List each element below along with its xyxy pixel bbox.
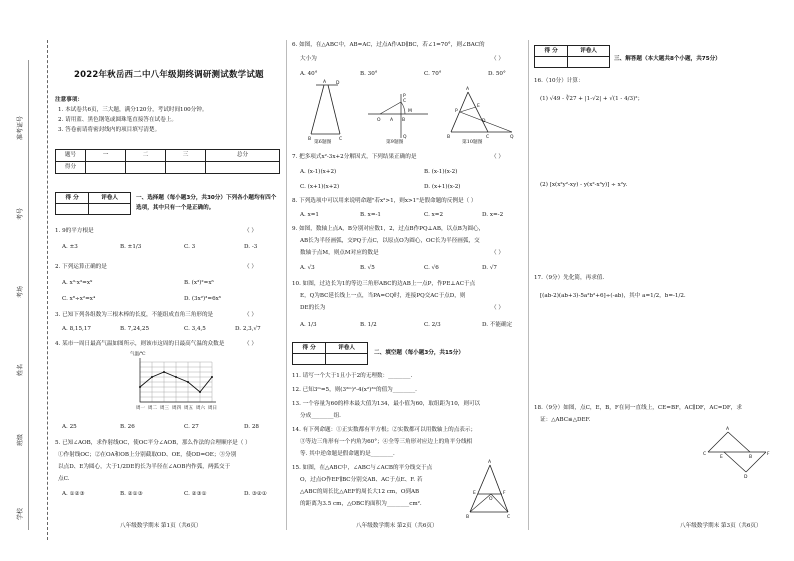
q16-part-2: (2) [x(x²y²-xy) - y(x²-x³y)] ÷ x²y. bbox=[540, 182, 628, 188]
q14-line-2: ③等边三角形有一个内角为60°；④全等三角形对应边上的角平分线相 bbox=[300, 439, 473, 445]
q3-opt-a: A. 8,15,17 bbox=[62, 326, 91, 332]
grader-cell[interactable] bbox=[535, 57, 568, 68]
side-label-name: 姓名 bbox=[17, 363, 24, 376]
grader-score: 得 分 bbox=[293, 343, 326, 354]
q9-opt-c: C. √6 bbox=[424, 265, 439, 271]
q9-opt-b: B. √5 bbox=[360, 265, 375, 271]
q2-opt-a: A. x³·x³=x⁹ bbox=[62, 280, 93, 286]
svg-text:B: B bbox=[466, 515, 470, 520]
q1-opt-b: B. ±1/3 bbox=[120, 244, 142, 250]
column-divider-2 bbox=[528, 40, 529, 530]
q4-opt-b: B. 26 bbox=[120, 424, 135, 430]
page-title: 2022年秋岳西二中八年级期终调研测试数学试题 bbox=[74, 70, 264, 80]
q15-line-2: O，过点O作EF∥BC分别交AB、AC于点E、F. 若 bbox=[300, 477, 423, 483]
q7-paren: （ ） bbox=[491, 154, 504, 160]
data-point bbox=[163, 371, 165, 373]
score-cell[interactable] bbox=[86, 162, 126, 174]
q15-line-3: △ABC的周长比△AEF的周长大12 cm，O到AB bbox=[300, 489, 420, 495]
q1-stem: 1. 9的平方根是 bbox=[55, 228, 94, 234]
q17-expression: [(ab-2)(ab+3)-5a²b²+6]÷(-ab)，其中 a=1/2，b=-1/2. bbox=[540, 293, 686, 299]
q3-opt-b: B. 7,24,25 bbox=[120, 326, 150, 332]
q4-paren: （ ） bbox=[244, 341, 257, 347]
note-3: 3. 答卷前请将密封线内的项目填写清楚。 bbox=[58, 127, 161, 133]
q1-opt-d: D. -3 bbox=[244, 244, 258, 250]
svg-text:A: A bbox=[466, 87, 470, 92]
q3-opt-d: D. 2,3,√7 bbox=[235, 326, 261, 332]
q10-line-3: DE的长为 bbox=[300, 305, 326, 311]
q4-opt-d: D. 28 bbox=[244, 424, 259, 430]
figure-q15 bbox=[466, 462, 512, 518]
q7-opt-b: B. (x-1)(x-2) bbox=[424, 169, 458, 175]
x-tick-label: 周三 bbox=[160, 406, 169, 411]
q5-opt-d: D. ③②① bbox=[244, 491, 267, 497]
page-3-footer: 八年级数学期末 第3页（共6页） bbox=[680, 523, 762, 529]
grader-cell[interactable] bbox=[293, 354, 326, 365]
q10-opt-d: D. 不能确定 bbox=[482, 322, 513, 328]
x-tick-label: 周六 bbox=[196, 406, 205, 411]
q15-line-4: 的距离为3.5 cm，△OBC的面积为________cm². bbox=[300, 501, 422, 507]
grader-cell[interactable] bbox=[89, 204, 131, 215]
x-tick-label: 周一 bbox=[136, 406, 145, 411]
chart-axes bbox=[140, 358, 216, 402]
side-label-class: 班级 bbox=[17, 433, 24, 446]
q5-opt-a: A. ①②③ bbox=[62, 491, 85, 497]
q18-line-1: 18.（9分）如图，点C，E，B，F在同一直线上，CE=BF，AC∥DF，AC=DF，求 bbox=[534, 405, 742, 411]
q7-opt-d: D. (x+1)(x-2) bbox=[424, 184, 461, 190]
q13-line-2: 分成________组. bbox=[300, 413, 341, 419]
section-1-heading: 一、选择题（每小题3分，共30分）下列各小题均有四个选项，其中只有一个是正确的。 bbox=[136, 195, 277, 211]
figure-q10 bbox=[446, 87, 516, 140]
score-cell[interactable] bbox=[166, 162, 206, 174]
q8-opt-c: C. x=2 bbox=[424, 212, 444, 218]
svg-text:C: C bbox=[486, 135, 490, 140]
q4-opt-c: C. 27 bbox=[184, 424, 199, 430]
svg-text:Q: Q bbox=[510, 135, 514, 140]
svg-text:A: A bbox=[488, 460, 492, 465]
q10-opt-c: C. 2/3 bbox=[424, 322, 441, 328]
q8-opt-d: D. x=-2 bbox=[482, 212, 504, 218]
q2-stem: 2. 下列运算正确的是 bbox=[55, 264, 107, 270]
data-point bbox=[187, 381, 189, 383]
q8-opt-b: B. x=-1 bbox=[360, 212, 381, 218]
q1-opt-a: A. ±3 bbox=[62, 244, 78, 250]
svg-text:C: C bbox=[339, 137, 343, 142]
q11: 11. 请写一个大于1且小于2的无理数：________. bbox=[292, 373, 413, 379]
q9-paren: （ ） bbox=[491, 250, 504, 256]
score-cell[interactable] bbox=[206, 162, 280, 174]
grader-box-3 bbox=[534, 45, 610, 68]
page-1-footer: 八年级数学期末 第1页（共6页） bbox=[120, 523, 202, 529]
q10-opt-a: A. 1/3 bbox=[300, 322, 317, 328]
q4-stem: 4. 某市一周日最高气温如图所示，则该市这周的日最高气温的众数是 bbox=[55, 341, 225, 347]
x-tick-label: 周日 bbox=[208, 406, 217, 411]
q8-opt-a: A. x=1 bbox=[300, 212, 319, 218]
q6-stem-2: 大小为 bbox=[300, 56, 317, 62]
grader-cell[interactable] bbox=[56, 204, 89, 215]
svg-text:D: D bbox=[744, 475, 748, 480]
q17: 17.（9分）先化简，再求值. bbox=[534, 275, 605, 281]
q3-stem: 3. 已知下列各组数为三根木棒的长度，不能组成直角三角形的是 bbox=[55, 312, 214, 318]
q2-opt-d: D. (3x²)³=6x⁶ bbox=[184, 296, 222, 302]
notes-heading: 注意事项： bbox=[55, 97, 83, 103]
side-label-exam-no: 准考证号 bbox=[17, 115, 24, 140]
svg-text:D: D bbox=[336, 81, 340, 86]
note-1: 1. 本试卷共6页，三大题，满分120分，考试时间100分钟。 bbox=[58, 107, 208, 113]
score-col-3: 三 bbox=[166, 150, 206, 162]
q14-line-1: 14. 有下列命题：①正实数都有平方根；②实数都可以用数轴上的点表示； bbox=[292, 427, 477, 433]
score-col-1: 一 bbox=[86, 150, 126, 162]
score-col-label: 题号 bbox=[56, 150, 86, 162]
section-2-heading: 二、填空题（每小题3分，共15分） bbox=[374, 350, 464, 356]
svg-text:P: P bbox=[403, 94, 406, 99]
q12: 12. 已知3ᵐ=5，则(3²ᵐ)²-4(x²)³ⁿ的值为________. bbox=[292, 387, 417, 393]
data-point bbox=[175, 376, 177, 378]
svg-text:E: E bbox=[477, 104, 480, 109]
page-2-footer: 八年级数学期末 第2页（共6页） bbox=[356, 523, 438, 529]
grader-box-2 bbox=[292, 342, 368, 365]
figure-q18 bbox=[703, 427, 770, 480]
q5-line-1: 5. 已知∠AOB，求作射线OC，使OC平分∠AOB，那么作法的合理顺序是（ ） bbox=[55, 440, 251, 446]
fig-10-caption: 第10题图 bbox=[462, 140, 483, 145]
q9-opt-a: A. √3 bbox=[300, 265, 315, 271]
q4-chart-ylabel: 气温/℃ bbox=[130, 352, 146, 357]
q16-part-1: (1) √49 - ∛27 + |1-√2| + √(1 - 4/3)²； bbox=[540, 96, 644, 102]
q9-line-2: AB长为半径画弧，交PQ于点C，以原点O为圆心，OC长为半径画弧，交 bbox=[300, 238, 480, 244]
score-col-total: 总分 bbox=[206, 150, 280, 162]
svg-text:P: P bbox=[455, 109, 458, 114]
svg-text:B: B bbox=[447, 135, 451, 140]
column-divider-1 bbox=[286, 40, 287, 530]
q4-temperature-chart bbox=[128, 358, 218, 420]
grader-cell[interactable] bbox=[326, 354, 368, 365]
q7-stem: 7. 把多项式x²-3x+2分解因式，下列结果正确的是 bbox=[292, 154, 417, 160]
q8-stem: 8. 下列选项中可以用来说明命题"若x²>1，则x>1"是假命题的反例是（ ） bbox=[292, 198, 477, 204]
q6-opt-a: A. 40° bbox=[300, 71, 318, 77]
q2-paren: （ ） bbox=[244, 264, 257, 270]
score-cell[interactable] bbox=[126, 162, 166, 174]
svg-text:B: B bbox=[308, 137, 312, 142]
svg-text:C: C bbox=[507, 515, 511, 520]
x-tick-label: 周五 bbox=[184, 406, 193, 411]
figure-q6 bbox=[306, 82, 346, 140]
data-point bbox=[151, 376, 153, 378]
side-write-line bbox=[28, 60, 29, 530]
data-point bbox=[139, 386, 141, 388]
svg-text:O: O bbox=[377, 118, 381, 123]
q14-line-3: 等. 其中逆命题是假命题的是________. bbox=[300, 451, 395, 457]
q6-opt-d: D. 50° bbox=[488, 71, 506, 77]
q6-opt-b: B. 30° bbox=[360, 71, 378, 77]
q1-paren: （ ） bbox=[244, 228, 257, 234]
svg-text:B: B bbox=[402, 118, 406, 123]
q9-opt-d: D. √7 bbox=[482, 265, 497, 271]
grader-reviewer: 评卷人 bbox=[89, 193, 131, 204]
grader-score: 得 分 bbox=[535, 46, 568, 57]
q9-line-3: 数轴于点M，则点M对应的数是 bbox=[300, 250, 379, 256]
q5-opt-b: B. ②①③ bbox=[120, 491, 143, 497]
q1-opt-c: C. 3 bbox=[184, 244, 196, 250]
svg-text:O: O bbox=[489, 497, 493, 502]
svg-text:M: M bbox=[408, 109, 412, 114]
q5-line-2: ①作射线OC；②在OA和OB上分别截取OD、OE，使OD=OE；③分别 bbox=[58, 452, 237, 458]
grader-reviewer: 评卷人 bbox=[326, 343, 368, 354]
fig-9-caption: 第9题图 bbox=[386, 140, 404, 145]
side-label-school: 学校 bbox=[17, 507, 24, 520]
grader-score: 得 分 bbox=[56, 193, 89, 204]
svg-text:C: C bbox=[403, 99, 407, 104]
q2-opt-b: B. (x³)²=x⁶ bbox=[184, 280, 214, 286]
figure-q9 bbox=[368, 92, 428, 142]
q5-opt-c: C. ②③① bbox=[184, 491, 207, 497]
svg-text:B: B bbox=[749, 455, 753, 460]
q10-paren: （ ） bbox=[491, 305, 504, 311]
q3-opt-c: C. 3,4,5 bbox=[184, 326, 206, 332]
svg-text:F: F bbox=[767, 452, 770, 457]
q6-paren: （ ） bbox=[491, 56, 504, 62]
svg-text:E: E bbox=[720, 455, 723, 460]
q9-line-1: 9. 如图，数轴上点A，B分别对应数1，2，过点B作PQ⊥AB，以点B为圆心， bbox=[292, 226, 485, 232]
data-point bbox=[211, 376, 213, 378]
q16: 16.（10分）计算： bbox=[534, 78, 584, 84]
svg-text:D: D bbox=[482, 119, 486, 124]
score-table bbox=[55, 149, 280, 174]
q10-line-1: 10. 如图，过边长为1的等边三角形ABC的边AB上一点P，作PE⊥AC于点 bbox=[292, 281, 476, 287]
svg-text:A: A bbox=[390, 118, 394, 123]
seal-line bbox=[47, 40, 48, 540]
grader-box-1 bbox=[55, 192, 131, 215]
svg-text:F: F bbox=[503, 491, 506, 496]
q10-line-2: E，Q为BC延长线上一点，当PA=CQ时，连接PQ交AC于点D，则 bbox=[300, 293, 466, 299]
note-2: 2. 请用蓝、黑色钢笔或圆珠笔直接答在试卷上。 bbox=[58, 117, 177, 123]
q18-line-2: 证：△ABC≌△DEF. bbox=[540, 417, 591, 423]
svg-text:Q: Q bbox=[403, 135, 407, 140]
x-tick-label: 周二 bbox=[148, 406, 157, 411]
q7-opt-c: C. (x+1)(x+2) bbox=[300, 184, 340, 190]
grader-cell[interactable] bbox=[568, 57, 610, 68]
grader-reviewer: 评卷人 bbox=[568, 46, 610, 57]
q15-line-1: 15. 如图，在△ABC中，∠ABC与∠ACB的平分线交于点 bbox=[292, 465, 433, 471]
side-label-exam-room: 考场 bbox=[17, 285, 24, 298]
svg-text:A: A bbox=[726, 427, 730, 432]
score-row-label: 得分 bbox=[56, 162, 86, 174]
q2-opt-c: C. x⁸÷x²=x⁴ bbox=[62, 296, 96, 302]
score-col-2: 二 bbox=[126, 150, 166, 162]
fig-6-caption: 第6题图 bbox=[314, 140, 332, 145]
q6-stem: 6. 如图，在△ABC中，AB=AC，过点A作AD∥BC，若∠1=70°，则∠BAC的 bbox=[292, 42, 485, 48]
side-label-seat: 考号 bbox=[17, 207, 24, 220]
q5-line-4: 点C. bbox=[58, 476, 70, 482]
q7-opt-a: A. (x-1)(x+2) bbox=[300, 169, 337, 175]
q13-line-1: 13. 一个容量为60的样本最大值为134，最小值为60，取组距为10，则可以 bbox=[292, 401, 481, 407]
data-point bbox=[199, 391, 201, 393]
svg-text:E: E bbox=[473, 491, 476, 496]
q10-opt-b: B. 1/2 bbox=[360, 322, 377, 328]
q4-opt-a: A. 25 bbox=[62, 424, 77, 430]
q5-line-3: 以点D、E为圆心，大于1/2DE的长为半径在∠AOB内作弧，两弧交于 bbox=[58, 464, 231, 470]
svg-text:C: C bbox=[703, 452, 707, 457]
x-tick-label: 周四 bbox=[172, 406, 181, 411]
section-3-heading: 三、解答题（本大题共8个小题，共75分） bbox=[614, 56, 721, 62]
svg-text:A: A bbox=[323, 80, 327, 85]
q6-opt-c: C. 70° bbox=[424, 71, 442, 77]
q3-paren: （ ） bbox=[244, 312, 257, 318]
